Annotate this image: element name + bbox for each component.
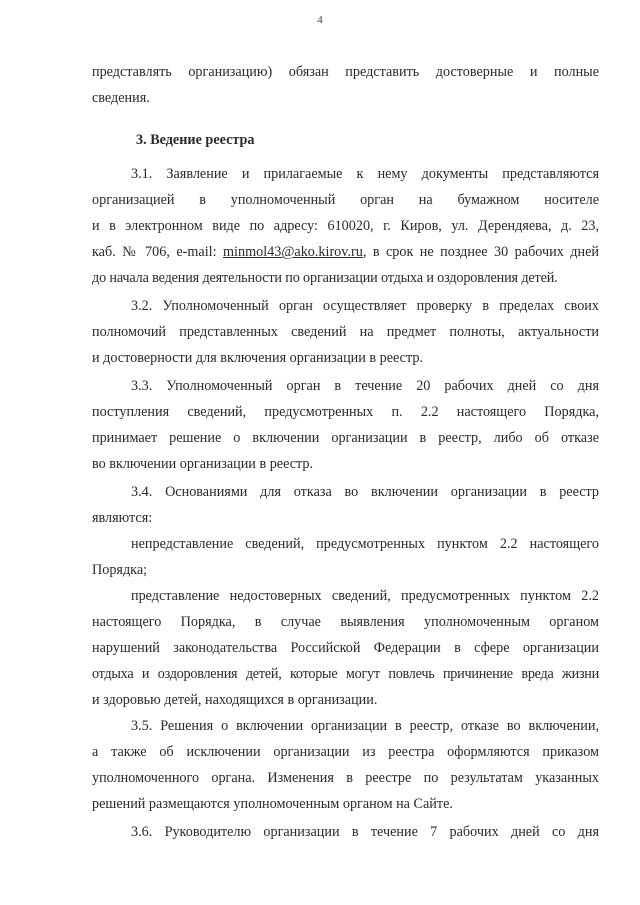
p34-line-8: отдыха и оздоровления детей, которые могут повлечь причинение вреда жизни	[92, 666, 599, 682]
p31-line-4-post: , в срок не позднее 30 рабочих дней	[362, 244, 599, 260]
p31-line-5: до начала ведения деятельности по организации отдыха и оздоровления детей.	[92, 270, 558, 286]
p32-line-3: и достоверности для включения организации в реестр.	[92, 350, 423, 366]
p34-line-3: непредставление сведений, предусмотренных пунктом 2.2 настоящего	[131, 536, 599, 552]
page-number: 4	[317, 14, 323, 26]
p35-line-4: решений размещаются уполномоченным органом на Сайте.	[92, 796, 453, 812]
p32-line-1: 3.2. Уполномоченный орган осуществляет проверку в пределах своих	[131, 298, 599, 314]
p31-line-4	[92, 242, 599, 262]
email-link[interactable]: minmol43@ako.kirov.ru	[223, 244, 363, 260]
p35-line-1: 3.5. Решения о включении организации в реестр, отказе во включении,	[131, 718, 599, 734]
p31-line-2: организацией в уполномоченный орган на бумажном носителе	[92, 192, 599, 208]
p34-line-7: нарушений законодательства Российской Федерации в сфере организации	[92, 640, 599, 656]
p31-line-3: и в электронном виде по адресу: 610020, г. Киров, ул. Дерендяева, д. 23,	[92, 218, 599, 234]
intro-line-2: сведения.	[92, 90, 150, 106]
p35-line-3: уполномоченного органа. Изменения в реестре по результатам указанных	[92, 770, 599, 786]
p35-line-2: а также об исключении организации из реестра оформляются приказом	[92, 744, 599, 760]
p34-line-4: Порядка;	[92, 562, 148, 578]
p31-line-4-pre: каб. № 706, e-mail:	[92, 244, 223, 260]
p34-line-9: и здоровью детей, находящихся в организации.	[92, 692, 378, 708]
p34-line-6: настоящего Порядка, в случае выявления уполномоченным органом	[92, 614, 599, 630]
p34-line-5: представление недостоверных сведений, предусмотренных пунктом 2.2	[131, 588, 599, 604]
p31-line-1: 3.1. Заявление и прилагаемые к нему документы представляются	[131, 166, 599, 182]
p32-line-2: полномочий представленных сведений на предмет полноты, актуальности	[92, 324, 599, 340]
p33-line-1: 3.3. Уполномоченный орган в течение 20 рабочих дней со дня	[131, 378, 599, 394]
p36-line-1: 3.6. Руководителю организации в течение 7 рабочих дней со дня	[131, 824, 599, 840]
p34-line-2: являются:	[92, 510, 153, 526]
p33-line-4: во включении организации в реестр.	[92, 456, 314, 472]
section-heading: 3. Ведение реестра	[136, 132, 255, 148]
p34-line-1: 3.4. Основаниями для отказа во включении организации в реестр	[131, 484, 599, 500]
p33-line-3: принимает решение о включении организации в реестр, либо об отказе	[92, 430, 599, 446]
intro-line-1: представлять организацию) обязан представить достоверные и полные	[92, 64, 599, 80]
p33-line-2: поступления сведений, предусмотренных п. 2.2 настоящего Порядка,	[92, 404, 599, 420]
